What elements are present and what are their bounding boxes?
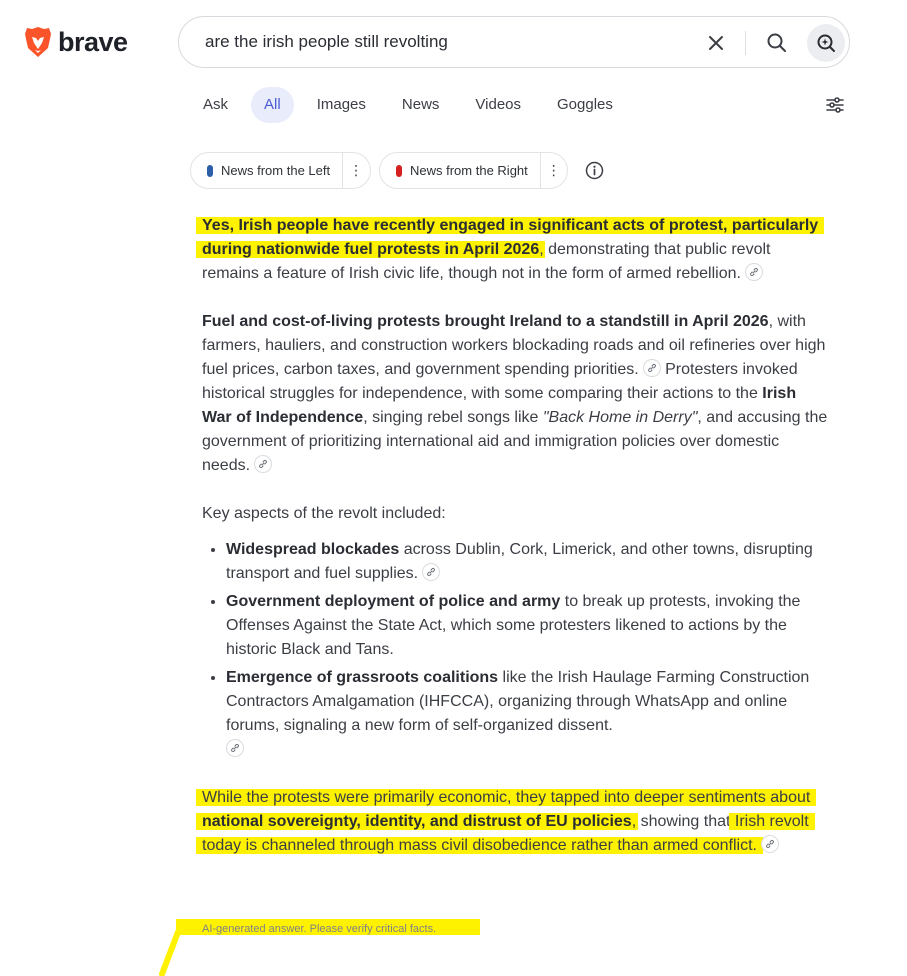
answer-paragraph-2 [202, 310, 828, 478]
answer-bold: Fuel and cost-of-living protests brought Ireland to a standstill in April 2026 [202, 313, 769, 330]
info-icon[interactable] [585, 161, 604, 180]
answer-text: , singing rebel songs like [363, 409, 543, 426]
citation-link-icon[interactable] [422, 563, 440, 581]
ai-disclaimer: AI-generated answer. Please verify critical facts. [202, 923, 437, 935]
more-options-icon[interactable]: ⋮ [546, 162, 561, 178]
more-options-icon[interactable]: ⋮ [349, 162, 364, 178]
search-tabs [190, 86, 636, 124]
search-bar [178, 16, 850, 68]
left-indicator [207, 165, 213, 177]
aspects-list [202, 538, 828, 762]
news-from-left-label: News from the Left [221, 163, 331, 178]
tab-ask[interactable]: Ask [203, 96, 229, 113]
highlighter-stroke [158, 928, 182, 976]
ai-answer [202, 214, 828, 882]
ai-search-button[interactable] [807, 24, 845, 62]
highlighted-conclusion: Irish revolt today is channeled through mass civil disobedience rather than armed conflict. [202, 813, 809, 854]
list-item [226, 590, 828, 662]
citation-link-icon[interactable] [254, 455, 272, 473]
close-icon[interactable] [705, 32, 727, 54]
list-item [226, 538, 828, 586]
news-from-left-pill[interactable] [190, 152, 371, 189]
search-divider [745, 31, 746, 55]
highlighted-bold: national sovereignty, identity, and distrust of EU policies [202, 813, 632, 830]
citation-link-icon[interactable] [761, 835, 779, 853]
tab-images[interactable]: Images [316, 96, 366, 113]
brave-logo[interactable] [24, 26, 128, 58]
answer-paragraph-1 [202, 214, 828, 286]
tab-news[interactable]: News [401, 96, 440, 113]
tab-goggles[interactable]: Goggles [557, 96, 613, 113]
tab-videos[interactable]: Videos [475, 96, 521, 113]
citation-link-icon[interactable] [643, 359, 661, 377]
search-icon[interactable] [765, 31, 789, 55]
settings-sliders-icon[interactable] [825, 95, 845, 115]
highlighted-text: While the protests were primarily economic, they tapped into deeper sentiments about [202, 789, 811, 806]
news-from-right-label: News from the Right [410, 163, 528, 178]
news-from-right-pill[interactable] [379, 152, 568, 189]
answer-paragraph-4 [202, 786, 828, 858]
ai-search-icon [815, 32, 837, 54]
list-item-title: Government deployment of police and army [226, 593, 561, 610]
search-input[interactable] [203, 31, 667, 53]
right-indicator [396, 165, 402, 177]
answer-text: , with farmers, hauliers, and construction workers blockading roads and oil refineries over high fuel prices, carbon taxes, and government spending priorities. [202, 313, 826, 378]
list-item-text: to break up protests, invoking the Offenses Against the State Act, which some protesters likened to actions by the historic Black and Tans. [226, 593, 801, 658]
highlighted-summary: Yes, Irish people have recently engaged in significant acts of protest, particularly during nationwide fuel protests in April 2026 [202, 217, 819, 258]
list-item [226, 666, 828, 762]
citation-link-icon[interactable] [745, 263, 763, 281]
brave-lion-icon [24, 26, 52, 58]
answer-bold: Irish War of Independence [202, 385, 797, 426]
answer-text: Protesters invoked historical struggles for independence, with some comparing their actions to the [202, 361, 798, 402]
list-intro: Key aspects of the revolt included: [202, 505, 446, 522]
answer-text: , showing that [631, 813, 735, 830]
list-item-text: like the Irish Haulage Farming Construction Contractors Amalgamation (IHFCCA), organizing through WhatsApp and online forums, signaling a new form of self-organized dissent. [226, 669, 810, 734]
list-item-title: Emergence of grassroots coalitions [226, 669, 499, 686]
list-item-title: Widespread blockades [226, 541, 400, 558]
answer-text: , and accusing the government of prioritizing international aid and immigration policies over domestic needs. [202, 409, 828, 474]
brand-name: brave [58, 26, 128, 57]
answer-text: , demonstrating that public revolt remains a feature of Irish civic life, though not in the form of armed rebellion. [202, 241, 771, 282]
citation-link-icon[interactable] [226, 739, 244, 757]
song-title: "Back Home in Derry" [542, 409, 698, 426]
list-item-text: across Dublin, Cork, Limerick, and other towns, disrupting transport and fuel supplies. [226, 541, 813, 582]
tab-all[interactable]: All [251, 87, 294, 123]
